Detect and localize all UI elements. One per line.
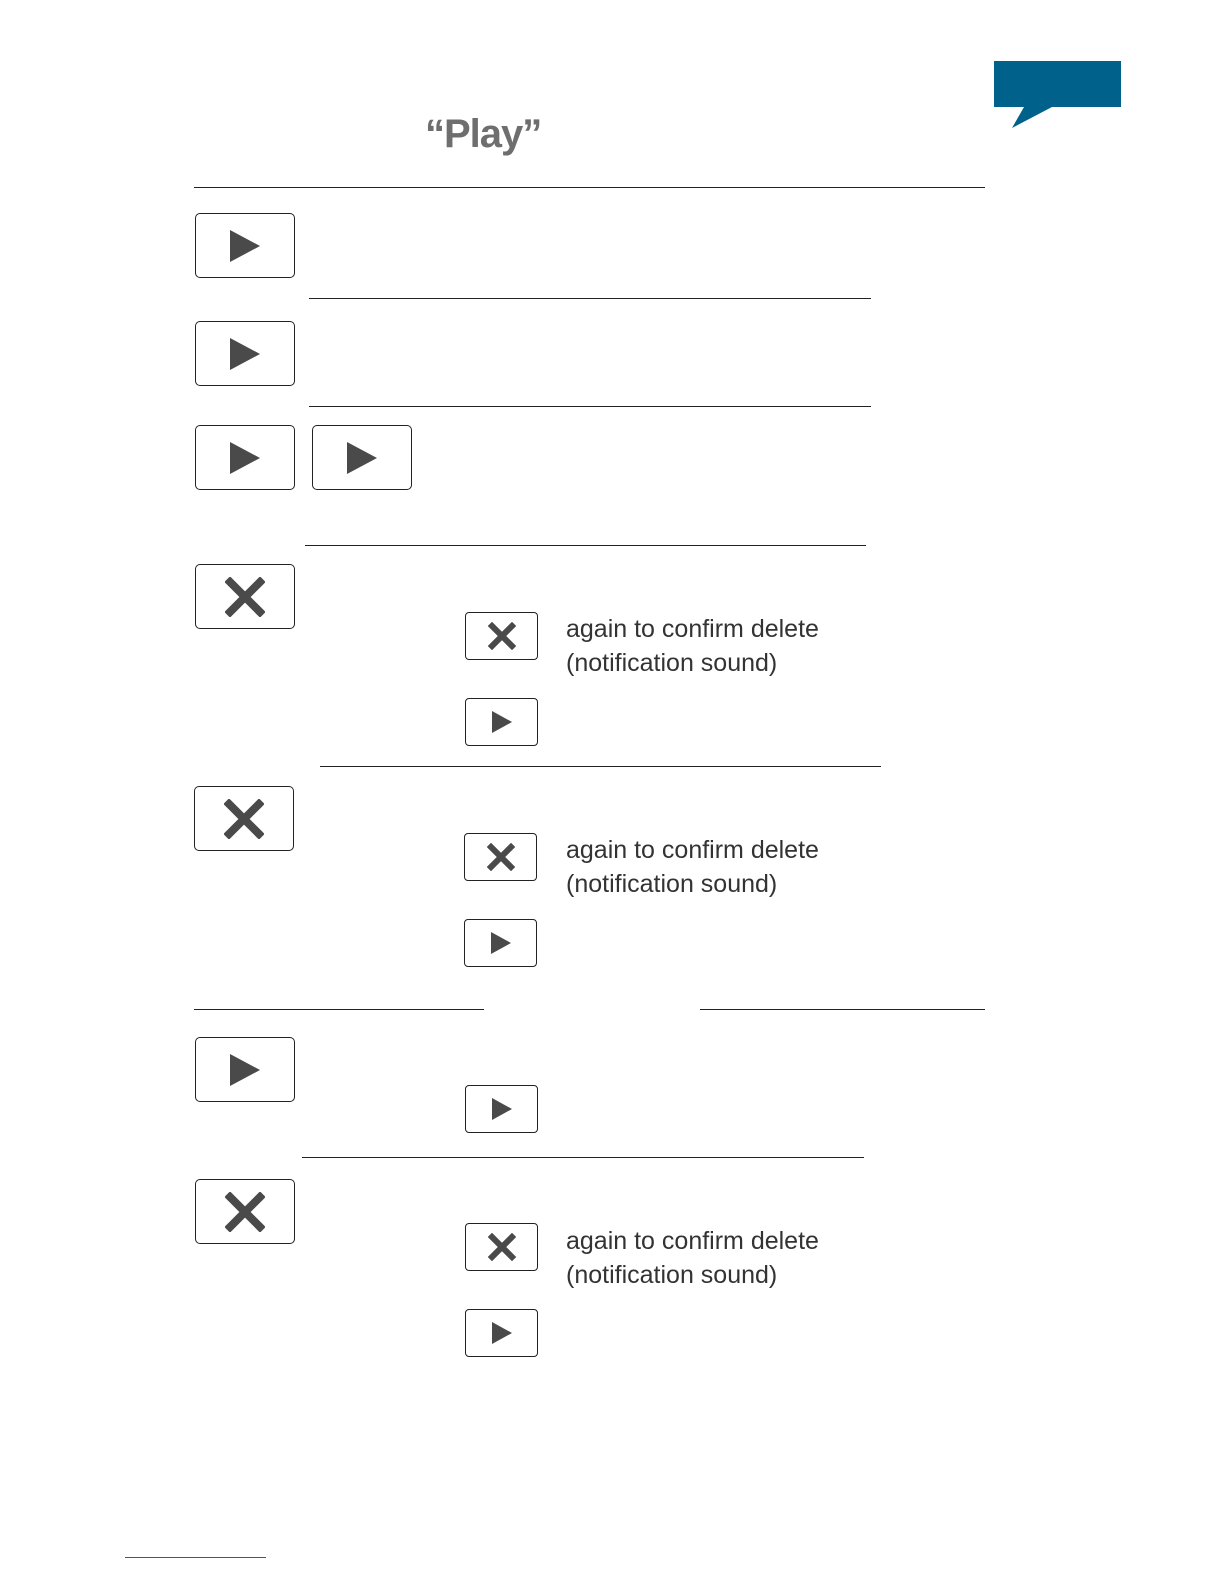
notification-line: (notification sound) [566, 870, 778, 898]
speech-bubble-logo [994, 61, 1122, 129]
delete-button[interactable] [194, 786, 294, 851]
divider [309, 406, 871, 407]
divider [305, 545, 866, 546]
footer-link-underline [125, 1557, 266, 1558]
delete-button[interactable] [195, 564, 295, 629]
notification-line: (notification sound) [566, 1261, 778, 1289]
confirm-text [566, 833, 819, 901]
divider [302, 1157, 864, 1158]
play-button[interactable] [195, 425, 295, 490]
play-button[interactable] [465, 698, 538, 746]
play-button[interactable] [465, 1309, 538, 1357]
play-icon [228, 228, 262, 264]
play-button[interactable] [465, 1085, 538, 1133]
play-button[interactable] [464, 919, 537, 967]
delete-button[interactable] [465, 1223, 538, 1271]
confirm-line: again to confirm delete [566, 836, 819, 864]
play-icon [490, 709, 514, 735]
confirm-line: again to confirm delete [566, 1227, 819, 1255]
x-icon [225, 1192, 265, 1232]
divider [320, 766, 881, 767]
play-button[interactable] [312, 425, 412, 490]
delete-button[interactable] [464, 833, 537, 881]
divider [194, 1009, 484, 1010]
x-icon [225, 577, 265, 617]
play-icon [228, 336, 262, 372]
confirm-text [566, 612, 819, 680]
divider [194, 187, 985, 188]
play-icon [489, 930, 513, 956]
play-button[interactable] [195, 213, 295, 278]
play-icon [228, 1052, 262, 1088]
play-icon [228, 440, 262, 476]
page-title: “Play” [425, 112, 542, 156]
delete-button[interactable] [195, 1179, 295, 1244]
play-icon [490, 1320, 514, 1346]
play-icon [490, 1096, 514, 1122]
play-icon [345, 440, 379, 476]
divider [700, 1009, 985, 1010]
x-icon [488, 1233, 516, 1261]
play-button[interactable] [195, 1037, 295, 1102]
confirm-line: again to confirm delete [566, 615, 819, 643]
x-icon [488, 622, 516, 650]
x-icon [487, 843, 515, 871]
divider [309, 298, 871, 299]
confirm-text [566, 1224, 819, 1292]
play-button[interactable] [195, 321, 295, 386]
x-icon [224, 799, 264, 839]
delete-button[interactable] [465, 612, 538, 660]
notification-line: (notification sound) [566, 649, 778, 677]
